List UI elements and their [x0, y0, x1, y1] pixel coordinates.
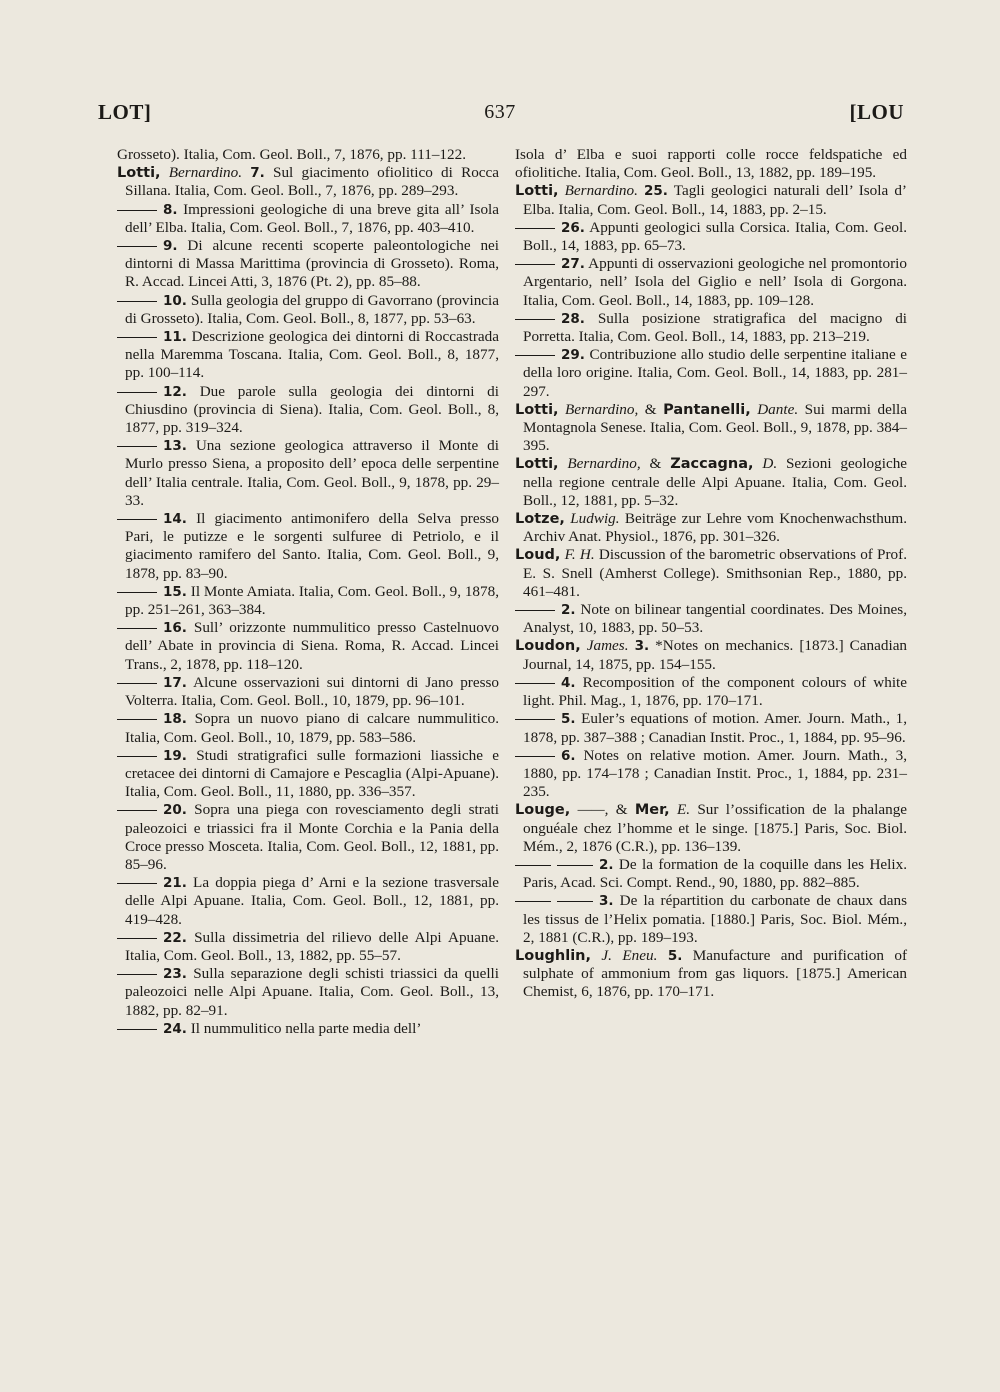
bibliography-entry [117, 437, 499, 510]
left-column [117, 146, 499, 1038]
ditto-rule [117, 1029, 157, 1030]
entry-text: Appunti geologici sulla Corsica. Italia, Com. Geol. Boll., 14, 1883, pp. 65–73. [523, 218, 907, 255]
coauthor-given-name: D. [762, 455, 778, 473]
ditto-rule [117, 301, 157, 302]
bibliography-entry [117, 383, 499, 438]
author-given-name: Bernardino. [564, 182, 638, 200]
entry-number: 23. [163, 966, 187, 983]
entry-text: Sul giacimento ofiolitico di Rocca Sillana. Italia, Com. Geol. Boll., 7, 1876, pp. 289–293. [125, 164, 500, 200]
entry-number: 13. [163, 438, 187, 455]
bibliography-entry [117, 965, 499, 1020]
entry-text: Contribuzione allo studio delle serpentine italiane e della loro origine. Italia, Com. Geol. Boll., 14, 1883, pp. 281–297. [523, 346, 907, 400]
entry-text: Sulla posizione stratigrafica del macigno di Porretta. Italia, Com. Geol. Boll., 14, 1883, pp. 213–219. [523, 309, 908, 346]
ditto-rule [515, 264, 555, 265]
author-name: Lotze, [515, 511, 565, 528]
entry-text: Impressioni geologiche di una breve gita all’ Isola dell’ Elba. Italia, Com. Geol. Boll., 7, 1876, pp. 403–410. [125, 200, 499, 236]
entry-number: 10. [163, 292, 187, 309]
author-name: Loudon, [515, 638, 581, 655]
bibliography-entry [117, 292, 499, 328]
ditto-rule [117, 337, 157, 338]
ditto-rule [117, 756, 157, 757]
entry-text: Due parole sulla geologia dei dintorni di Chiusdino (provincia di Siena). Italia, Com. Geol. Boll., 8, 1877, pp. 319–324. [125, 382, 499, 437]
entry-text: Sopra una piega con rovesciamento degli strati paleozoici e triassici fra il Monte Corchia e la Pania della Croce presso Mosceta. Italia, Com. Geol. Boll., 12, 1881, pp. 85–96. [125, 801, 499, 873]
ditto-rule [117, 974, 157, 975]
author-given-name: James. [586, 637, 629, 655]
ditto-rule [117, 883, 157, 884]
bibliography-entry [515, 219, 907, 255]
bibliography-entry [515, 947, 907, 1002]
entry-number: 20. [163, 802, 187, 819]
author-name: Lotti, [515, 456, 559, 473]
entry-number: 28. [561, 310, 585, 327]
author-name: Loud, [515, 547, 561, 564]
ditto-rule [515, 865, 593, 866]
entry-text: Il Monte Amiata. Italia, Com. Geol. Boll., 9, 1878, pp. 251–261, 363–384. [125, 582, 500, 619]
bibliography-entry [117, 1020, 499, 1038]
author-name: Loughlin, [515, 947, 591, 964]
entry-text: Note on bilinear tangential coordinates. Des Moines, Analyst, 10, 1883, pp. 50–53. [523, 601, 908, 637]
entry-text: Tagli geologici naturali dell’ Isola d’ Elba. Italia, Com. Geol. Boll., 14, 1883, pp. 2–15. [523, 182, 907, 218]
author-name: Lotti, [515, 183, 559, 200]
entry-text: Sull’ orizzonte nummulitico presso Castelnuovo dell’ Abate in provincia di Siena. Roma, R. Accad. Lincei Trans., 2, 1878, pp. 118–120. [125, 619, 499, 673]
author-name: Lotti, [117, 165, 161, 182]
ditto-rule [117, 210, 157, 211]
bibliography-entry [515, 346, 907, 401]
bibliography-entry [515, 674, 907, 710]
entry-text: Manufacture and purification of sulphate of ammonium from gas liquors. [1875.] American Chemist, 6, 1876, pp. 170–171. [523, 946, 908, 1001]
entry-number: 19. [163, 747, 187, 764]
entry-number: 15. [163, 583, 187, 600]
bibliography-entry [117, 747, 499, 802]
ditto-rule [515, 228, 555, 229]
entry-text: Notes on relative motion. Amer. Journ. Math., 3, 1880, pp. 174–178 ; Canadian Instit. Proc., 1, 1884, pp. 231–235. [523, 746, 907, 801]
author-given-name: Bernardino, [567, 455, 641, 473]
ditto-rule [117, 719, 157, 720]
entry-number: 29. [561, 347, 585, 364]
entry-number: 22. [163, 929, 187, 946]
bibliography-entry [117, 328, 499, 383]
entry-number: 18. [163, 711, 187, 728]
entry-number: 9. [163, 238, 178, 255]
bibliography-entry [117, 237, 499, 292]
bibliography-entry [515, 801, 907, 856]
ditto-rule [515, 683, 555, 684]
running-head-right: [LOU [849, 100, 904, 124]
ditto-rule [117, 628, 157, 629]
bibliography-entry [117, 801, 499, 874]
entry-number: 5. [561, 711, 576, 728]
entry-number: 16. [163, 620, 187, 637]
ditto-rule [515, 355, 555, 356]
entry-number: 27. [561, 256, 585, 273]
conjunction: & [615, 801, 628, 819]
entry-number: 6. [561, 747, 576, 764]
entry-text: Beiträge zur Lehre vom Knochenwachsthum. Archiv Anat. Physiol., 1876, pp. 301–326. [523, 510, 908, 546]
bibliography-entry [515, 255, 907, 310]
coauthor-name: Zaccagna, [670, 456, 754, 473]
ditto-rule [515, 901, 593, 902]
bibliography-entry [515, 710, 907, 746]
entry-number: 25. [644, 183, 668, 200]
right-column [515, 146, 907, 1002]
author-given-name: Bernardino. [168, 164, 243, 182]
bibliography-entry [515, 182, 907, 218]
entry-text: Una sezione geologica attraverso il Monte di Murlo presso Siena, a proposito dell’ epoca delle serpentine dell’ Italia centrale. Italia, Com. Geol. Boll., 9, 1878, pp. 29–33. [125, 437, 499, 509]
bibliography-entry [117, 510, 499, 583]
entry-number: 26. [561, 219, 585, 236]
bibliography-entry [117, 201, 499, 237]
running-head-left: LOT] [98, 100, 152, 124]
entry-text: Il giacimento antimonifero della Selva presso Pari, le putizze e le sorgenti sulfuree di Petriolo, e il giacimento ramifero del Santo. Italia, Com. Geol. Boll., 9, 1878, pp. 83–90. [125, 510, 500, 582]
ditto-rule [117, 810, 157, 811]
ditto-rule [117, 446, 157, 447]
conjunction: & [644, 400, 657, 418]
entry-number: 17. [163, 674, 187, 691]
ditto-rule [117, 392, 157, 393]
author-given-name: F. H. [564, 546, 595, 564]
bibliography-entry [515, 747, 907, 802]
bibliography-entry [515, 601, 907, 637]
entry-number: 3. [599, 893, 614, 910]
author-given-name: ——, [577, 801, 609, 819]
author-given-name: Ludwig. [570, 510, 620, 528]
author-given-name: J. Eneu. [601, 946, 658, 964]
entry-number: 12. [163, 383, 187, 400]
entry-text: Euler’s equations of motion. Amer. Journ. Math., 1, 1878, pp. 387–388 ; Canadian Instit. Proc., 1, 1884, pp. 95–96. [523, 710, 908, 746]
bibliography-entry [117, 929, 499, 965]
bibliography-entry [515, 546, 907, 601]
entry-number: 24. [163, 1020, 187, 1037]
entry-text: De la formation de la coquille dans les Helix. Paris, Acad. Sci. Compt. Rend., 90, 1880, pp. 882–885. [523, 855, 908, 892]
entry-text: Sulla dissimetria del rilievo delle Alpi Apuane. Italia, Com. Geol. Boll., 13, 1882, pp. 55–57. [125, 928, 500, 964]
bibliography-entry [117, 164, 499, 200]
bibliography-entry [515, 637, 907, 673]
entry-text: *Notes on mechanics. [1873.] Canadian Journal, 14, 1875, pp. 154–155. [523, 637, 908, 673]
entry-number: 3. [634, 638, 650, 655]
entry-text: Sur l’ossification de la phalange onguéale chez l’homme et le singe. [1875.] Paris, Soc. Biol. Mém., 2, 1876 (C.R.), pp. 136–139. [523, 801, 908, 855]
entry-text: La doppia piega d’ Arni e la sezione trasversale delle Alpi Apuane. Italia, Com. Geol. Boll., 12, 1881, pp. 419–428. [125, 874, 499, 928]
entry-text: De la répartition du carbonate de chaux dans les tissus de l’Helix pomatia. [1880.] Paris, Soc. Biol. Mém., 2, 1881 (C.R.), pp. 189–193. [523, 892, 908, 946]
ditto-rule [515, 610, 555, 611]
bibliography-entry [515, 146, 907, 182]
ditto-rule [515, 719, 555, 720]
bibliography-entry [117, 619, 499, 674]
conjunction: & [649, 455, 662, 473]
entry-text: Sezioni geologiche nella regione centrale delle Alpi Apuane. Italia, Com. Geol. Boll., 12, 1881, pp. 5–32. [523, 455, 908, 509]
entry-text: Studi stratigrafici sulle formazioni liassiche e cretacee dei dintorni di Camajore e Pescaglia (Alpi-Apuane). Italia, Com. Geol. Boll., 11, 1880, pp. 336–357. [125, 746, 499, 801]
ditto-rule [117, 519, 157, 520]
entry-text: Recomposition of the component colours of white light. Phil. Mag., 1, 1876, pp. 170–171. [523, 673, 907, 710]
entry-text: Sui marmi della Montagnola Senese. Italia, Com. Geol. Boll., 9, 1878, pp. 384–395. [523, 400, 908, 455]
bibliography-entry [117, 710, 499, 746]
coauthor-name: Pantanelli, [663, 401, 751, 418]
entry-number: 5. [667, 947, 683, 964]
entry-text: Il nummulitico nella parte media dell’ [190, 1019, 422, 1037]
ditto-rule [515, 756, 555, 757]
author-name: Louge, [515, 802, 571, 819]
coauthor-given-name: E. [676, 801, 691, 819]
bibliography-entry [515, 856, 907, 892]
page-number: 637 [484, 101, 516, 123]
entry-text: Descrizione geologica dei dintorni di Roccastrada nella Maremma Toscana. Italia, Com. Geol. Boll., 8, 1877, pp. 100–114. [125, 328, 499, 382]
coauthor-given-name: Dante. [757, 400, 799, 418]
bibliography-entry [117, 583, 499, 619]
entry-text: Di alcune recenti scoperte paleontologiche nei dintorni di Massa Marittima (provincia di Grosseto). Roma, R. Accad. Lincei Atti, 3, 1876 (Pt. 2), pp. 85–88. [125, 237, 500, 291]
entry-number: 2. [561, 602, 576, 619]
ditto-rule [117, 246, 157, 247]
ditto-rule [515, 319, 555, 320]
bibliography-entry [515, 401, 907, 456]
entry-number: 21. [163, 875, 187, 892]
entry-text: Alcune osservazioni sui dintorni di Jano presso Volterra. Italia, Com. Geol. Boll., 10, 1879, pp. 96–101. [125, 673, 500, 710]
bibliography-entry [515, 455, 907, 510]
bibliography-entry [117, 674, 499, 710]
entry-number: 4. [561, 674, 576, 691]
bibliography-entry [515, 510, 907, 546]
ditto-rule [117, 592, 157, 593]
entry-number: 7. [250, 165, 265, 182]
bibliography-entry [117, 874, 499, 929]
entry-text: Discussion of the barometric observations of Prof. E. S. Snell (Amherst College). Smithsonian Rep., 1880, pp. 461–481. [523, 546, 908, 600]
entry-text: Sopra un nuovo piano di calcare nummulitico. Italia, Com. Geol. Boll., 10, 1879, pp. 583–586. [125, 710, 500, 746]
entry-text: Grosseto). Italia, Com. Geol. Boll., 7, 1876, pp. 111–122. [117, 146, 467, 163]
entry-text: Sulla geologia del gruppo di Gavorrano (provincia di Grosseto). Italia, Com. Geol. Boll., 8, 1877, pp. 53–63. [125, 291, 500, 327]
entry-number: 14. [163, 511, 187, 528]
bibliography-entry [117, 146, 499, 164]
entry-text: Isola d’ Elba e suoi rapporti colle rocce feldspatiche ed ofiolitiche. Italia, Com. Geol. Boll., 13, 1882, pp. 189–195. [515, 146, 907, 182]
bibliography-entry [515, 892, 907, 947]
ditto-rule [117, 938, 157, 939]
entry-number: 2. [599, 856, 614, 873]
bibliography-entry [515, 310, 907, 346]
entry-number: 8. [163, 201, 178, 218]
coauthor-name: Mer, [634, 802, 670, 819]
entry-text: Appunti di osservazioni geologiche nel promontorio Argentario, nell’ Isola del Giglio e nell’ Isola di Gorgona. Italia, Com. Geol. Boll., 14, 1883, pp. 109–128. [523, 255, 907, 309]
author-given-name: Bernardino, [565, 400, 639, 418]
ditto-rule [117, 683, 157, 684]
entry-number: 11. [163, 329, 187, 346]
entry-text: Sulla separazione degli schisti triassici da quelli paleozoici nelle Alpi Apuane. Italia, Com. Geol. Boll., 13, 1882, pp. 82–91. [125, 965, 499, 1019]
author-name: Lotti, [515, 401, 559, 418]
